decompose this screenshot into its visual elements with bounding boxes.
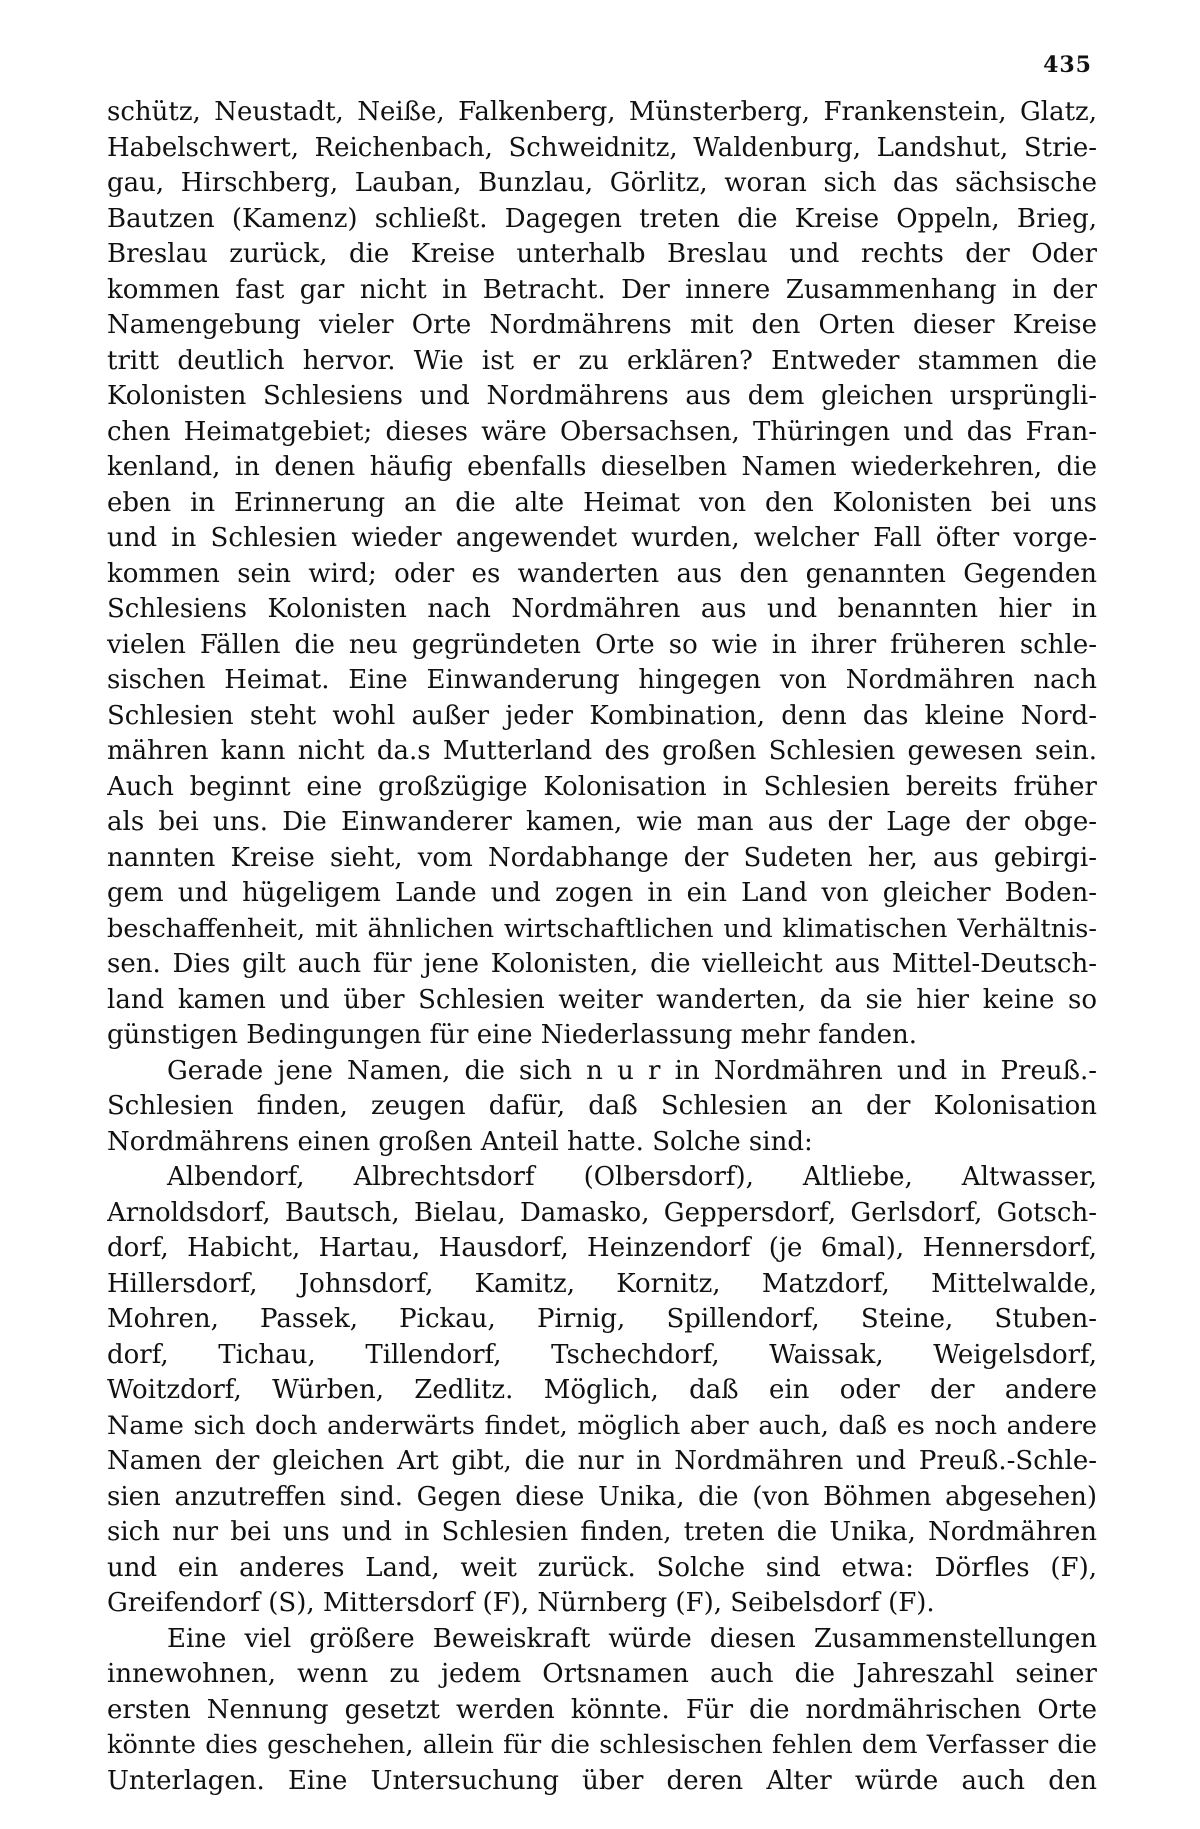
text-line: und in Schlesien wieder angewendet wurden, welcher Fall öfter vorge- xyxy=(107,523,1097,553)
text-line: könnte dies geschehen, allein für die schlesischen fehlen dem Verfasser die xyxy=(107,1730,1097,1760)
text-line: Schlesiens Kolonisten nach Nordmähren aus und benannten hier in xyxy=(107,594,1097,624)
text-line: sischen Heimat. Eine Einwanderung hingegen von Nordmähren nach xyxy=(107,665,1097,695)
text-line: Namengebung vieler Orte Nordmährens mit den Orten dieser Kreise xyxy=(107,310,1097,340)
text-line: beschaffenheit, mit ähnlichen wirtschaftlichen und klimatischen Verhältnis- xyxy=(107,913,1097,944)
text-line: gau, Hirschberg, Lauban, Bunzlau, Görlitz, woran sich das sächsische xyxy=(107,168,1097,198)
text-line: dorf, Habicht, Hartau, Hausdorf, Heinzendorf (je 6mal), Hennersdorf, xyxy=(107,1233,1097,1263)
text-line: Eine viel größere Beweiskraft würde diesen Zusammenstellungen xyxy=(167,1623,1097,1654)
text-line: sen. Dies gilt auch für jene Kolonisten, die vielleicht aus Mittel-Deutsch- xyxy=(107,949,1097,979)
text-line: chen Heimatgebiet; dieses wäre Obersachsen, Thüringen und das Fran- xyxy=(107,416,1097,447)
text-line: sien anzutreffen sind. Gegen diese Unika, die (von Böhmen abgesehen) xyxy=(107,1481,1097,1512)
text-line: Greifendorf (S), Mittersdorf (F), Nürnberg (F), Seibelsdorf (F). xyxy=(107,1588,935,1618)
text-line: eben in Erinnerung an die alte Heimat von den Kolonisten bei uns xyxy=(107,487,1097,518)
text-line: ersten Nennung gesetzt werden könnte. Für die nordmährischen Orte xyxy=(107,1694,1097,1725)
text-line: schütz, Neustadt, Neiße, Falkenberg, Münsterberg, Frankenstein, Glatz, xyxy=(107,97,1097,127)
text-line: innewohnen, wenn zu jedem Ortsnamen auch die Jahreszahl seiner xyxy=(107,1659,1097,1689)
text-line: tritt deutlich hervor. Wie ist er zu erklären? Entweder stammen die xyxy=(107,345,1097,376)
text-line: kenland, in denen häufig ebenfalls dieselben Namen wiederkehren, die xyxy=(107,452,1097,482)
text-line: günstigen Bedingungen für eine Niederlassung mehr fanden. xyxy=(107,1020,918,1050)
text-line: Breslau zurück, die Kreise unterhalb Breslau und rechts der Oder xyxy=(107,239,1097,269)
text-line: Gerade jene Namen, die sich n u r in Nordmähren und in Preuß.- xyxy=(167,1055,1097,1086)
body-text xyxy=(107,95,1097,1799)
text-line: Auch beginnt eine großzügige Kolonisation in Schlesien bereits früher xyxy=(107,771,1097,802)
text-line: Hillersdorf, Johnsdorf, Kamitz, Kornitz, Matzdorf, Mittelwalde, xyxy=(107,1268,1097,1299)
text-line: Habelschwert, Reichenbach, Schweidnitz, Waldenburg, Landshut, Strie- xyxy=(107,132,1097,163)
text-line: Schlesien finden, zeugen dafür, daß Schlesien an der Kolonisation xyxy=(107,1091,1097,1121)
text-line: Schlesien steht wohl außer jeder Kombination, denn das kleine Nord- xyxy=(107,700,1097,731)
text-line: gem und hügeligem Lande und zogen in ein Land von gleicher Boden- xyxy=(107,878,1097,908)
text-line: Namen der gleichen Art gibt, die nur in Nordmähren und Preuß.-Schle- xyxy=(107,1446,1097,1476)
text-line: Nordmährens einen großen Anteil hatte. Solche sind: xyxy=(107,1126,813,1157)
text-line: Kolonisten Schlesiens und Nordmährens aus dem gleichen ursprüngli- xyxy=(107,381,1097,411)
text-line: kommen fast gar nicht in Betracht. Der innere Zusammenhang in der xyxy=(107,274,1097,305)
page-number: 435 xyxy=(1043,52,1092,78)
text-line: vielen Fällen die neu gegründeten Orte so wie in ihrer früheren schle- xyxy=(107,629,1097,660)
text-line: nannten Kreise sieht, vom Nordabhange der Sudeten her, aus gebirgi- xyxy=(107,842,1097,873)
text-line: und ein anderes Land, weit zurück. Solche sind etwa: Dörfles (F), xyxy=(107,1552,1097,1583)
text-line: Unterlagen. Eine Untersuchung über deren Alter würde auch den xyxy=(107,1765,1097,1796)
text-line: Name sich doch anderwärts findet, möglich aber auch, daß es noch andere xyxy=(107,1410,1097,1441)
text-line: Bautzen (Kamenz) schließt. Dagegen treten die Kreise Oppeln, Brieg, xyxy=(107,203,1097,234)
text-line: sich nur bei uns und in Schlesien finden, treten die Unika, Nordmähren xyxy=(107,1517,1097,1547)
text-line: als bei uns. Die Einwanderer kamen, wie man aus der Lage der obge- xyxy=(107,807,1097,837)
text-line: land kamen und über Schlesien weiter wanderten, da sie hier keine so xyxy=(107,984,1097,1015)
text-line: Mohren, Passek, Pickau, Pirnig, Spillendorf, Steine, Stuben- xyxy=(107,1304,1097,1334)
text-line: Woitzdorf, Würben, Zedlitz. Möglich, daß ein oder der andere xyxy=(107,1375,1097,1405)
text-line: Arnoldsdorf, Bautsch, Bielau, Damasko, Geppersdorf, Gerlsdorf, Gotsch- xyxy=(107,1197,1097,1228)
text-line: kommen sein wird; oder es wanderten aus den genannten Gegenden xyxy=(107,558,1097,589)
text-line: Albendorf, Albrechtsdorf (Olbersdorf), Altliebe, Altwasser, xyxy=(167,1162,1097,1192)
text-line: dorf, Tichau, Tillendorf, Tschechdorf, Waissak, Weigelsdorf, xyxy=(107,1339,1097,1370)
text-line: mähren kann nicht da.s Mutterland des großen Schlesien gewesen sein. xyxy=(107,736,1097,766)
